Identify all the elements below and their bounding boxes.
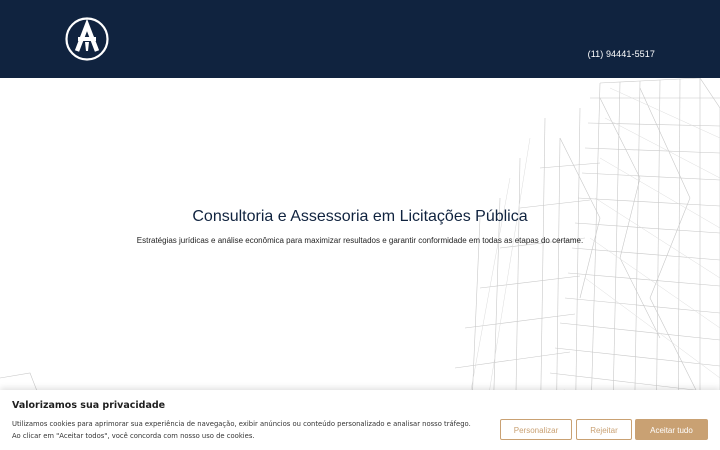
cookie-consent-banner [0, 390, 720, 450]
logo[interactable] [65, 17, 109, 61]
cookie-banner-text [12, 419, 492, 442]
reject-cookies-button[interactable]: Rejeitar [576, 419, 632, 440]
accept-all-cookies-button[interactable]: Aceitar tudo [635, 419, 708, 440]
customize-cookies-button[interactable]: Personalizar [500, 419, 572, 440]
cookie-banner-title: Valorizamos sua privacidade [12, 400, 166, 411]
phone-number[interactable]: (11) 94441-5517 [587, 49, 655, 59]
cookie-text-line-1: Utilizamos cookies para aprimorar sua experiência de navegação, exibir anúncios ou conteúdo personalizado e analisar nosso tráfego. [12, 420, 471, 428]
cookie-text-line-2: Ao clicar em "Aceitar todos", você concorda com nosso uso de cookies. [12, 431, 255, 440]
hero-title: Consultoria e Assessoria em Licitações Pública [192, 208, 528, 225]
site-header [0, 0, 720, 78]
hero-subtitle: Estratégias jurídicas e análise econômica para maximizar resultados e garantir conformidade em todas as etapas do certame. [136, 236, 584, 245]
